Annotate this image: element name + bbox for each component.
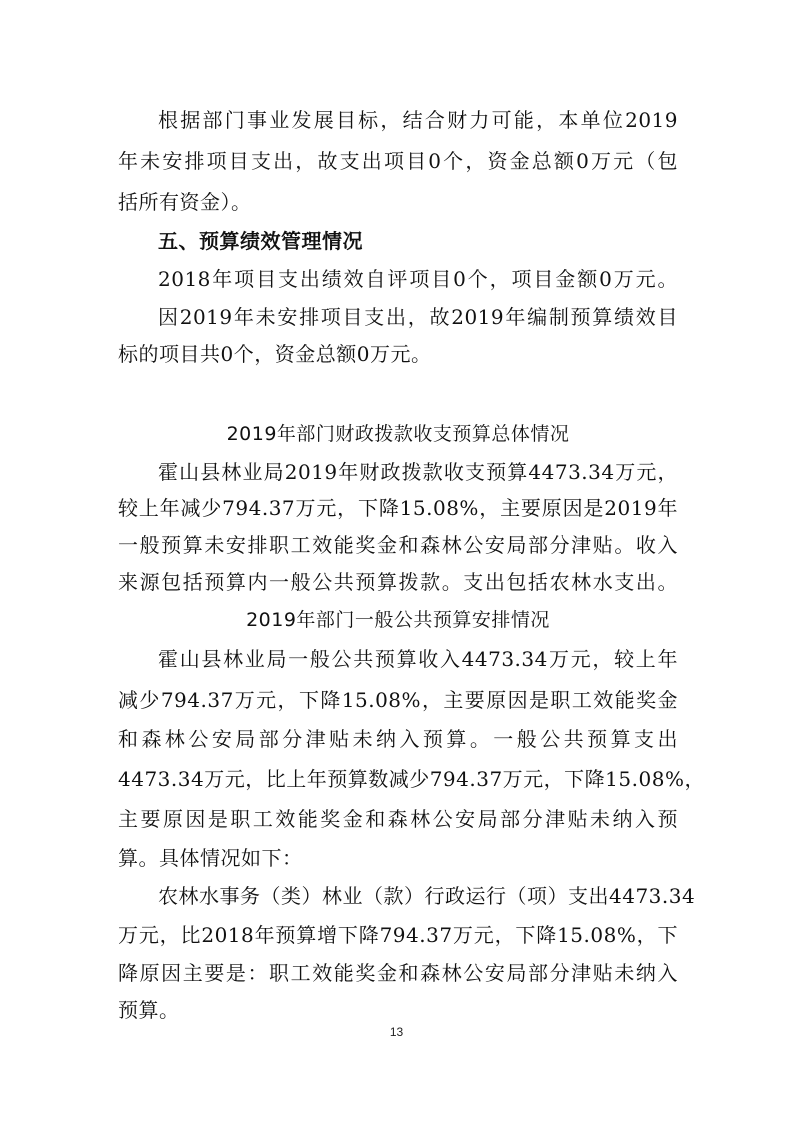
text-line: 来源包括预算内一般公共预算拨款。支出包括农林水支出。 (118, 570, 678, 594)
text-line: 算。具体情况如下： (118, 846, 303, 870)
text-line: 较上年减少794.37万元，下降15.08%，主要原因是2019年 (118, 496, 678, 520)
text-line: 主要原因是职工效能奖金和森林公安局部分津贴未纳入预 (118, 807, 678, 831)
text-line: 霍山县林业局一般公共预算收入4473.34万元，较上年 (158, 647, 678, 671)
text-line: 降原因主要是：职工效能奖金和森林公安局部分津贴未纳入 (118, 961, 678, 985)
text-line: 和森林公安局部分津贴未纳入预算。一般公共预算支出 (118, 727, 678, 751)
text-line: 预算。 (118, 998, 180, 1022)
text-line: 标的项目共0个，资金总额0万元。 (118, 342, 432, 366)
page-number: 13 (389, 1025, 404, 1039)
section-title: 2019年部门财政拨款收支预算总体情况 (226, 423, 570, 445)
text-line: 年未安排项目支出，故支出项目0个，资金总额0万元（包 (118, 149, 678, 173)
text-line: 根据部门事业发展目标，结合财力可能，本单位2019 (158, 108, 678, 132)
text-line: 2018年项目支出绩效自评项目0个，项目金额0万元。 (158, 267, 678, 291)
text-line: 减少794.37万元，下降15.08%，主要原因是职工效能奖金 (118, 688, 678, 712)
text-line: 万元，比2018年预算增下降794.37万元，下降15.08%，下 (118, 923, 678, 947)
text-line: 因2019年未安排项目支出，故2019年编制预算绩效目 (158, 305, 678, 329)
text-line: 农林水事务（类）林业（款）行政运行（项）支出4473.34 (158, 884, 696, 908)
text-line: 4473.34万元，比上年预算数减少794.37万元，下降15.08%， (118, 767, 705, 791)
text-line: 一般预算未安排职工效能奖金和森林公安局部分津贴。收入 (118, 533, 678, 557)
text-line: 括所有资金）。 (118, 190, 252, 214)
section-title: 2019年部门一般公共预算安排情况 (246, 609, 550, 631)
text-line: 霍山县林业局2019年财政拨款收支预算4473.34万元， (158, 460, 678, 484)
section-heading: 五、预算绩效管理情况 (158, 229, 363, 253)
